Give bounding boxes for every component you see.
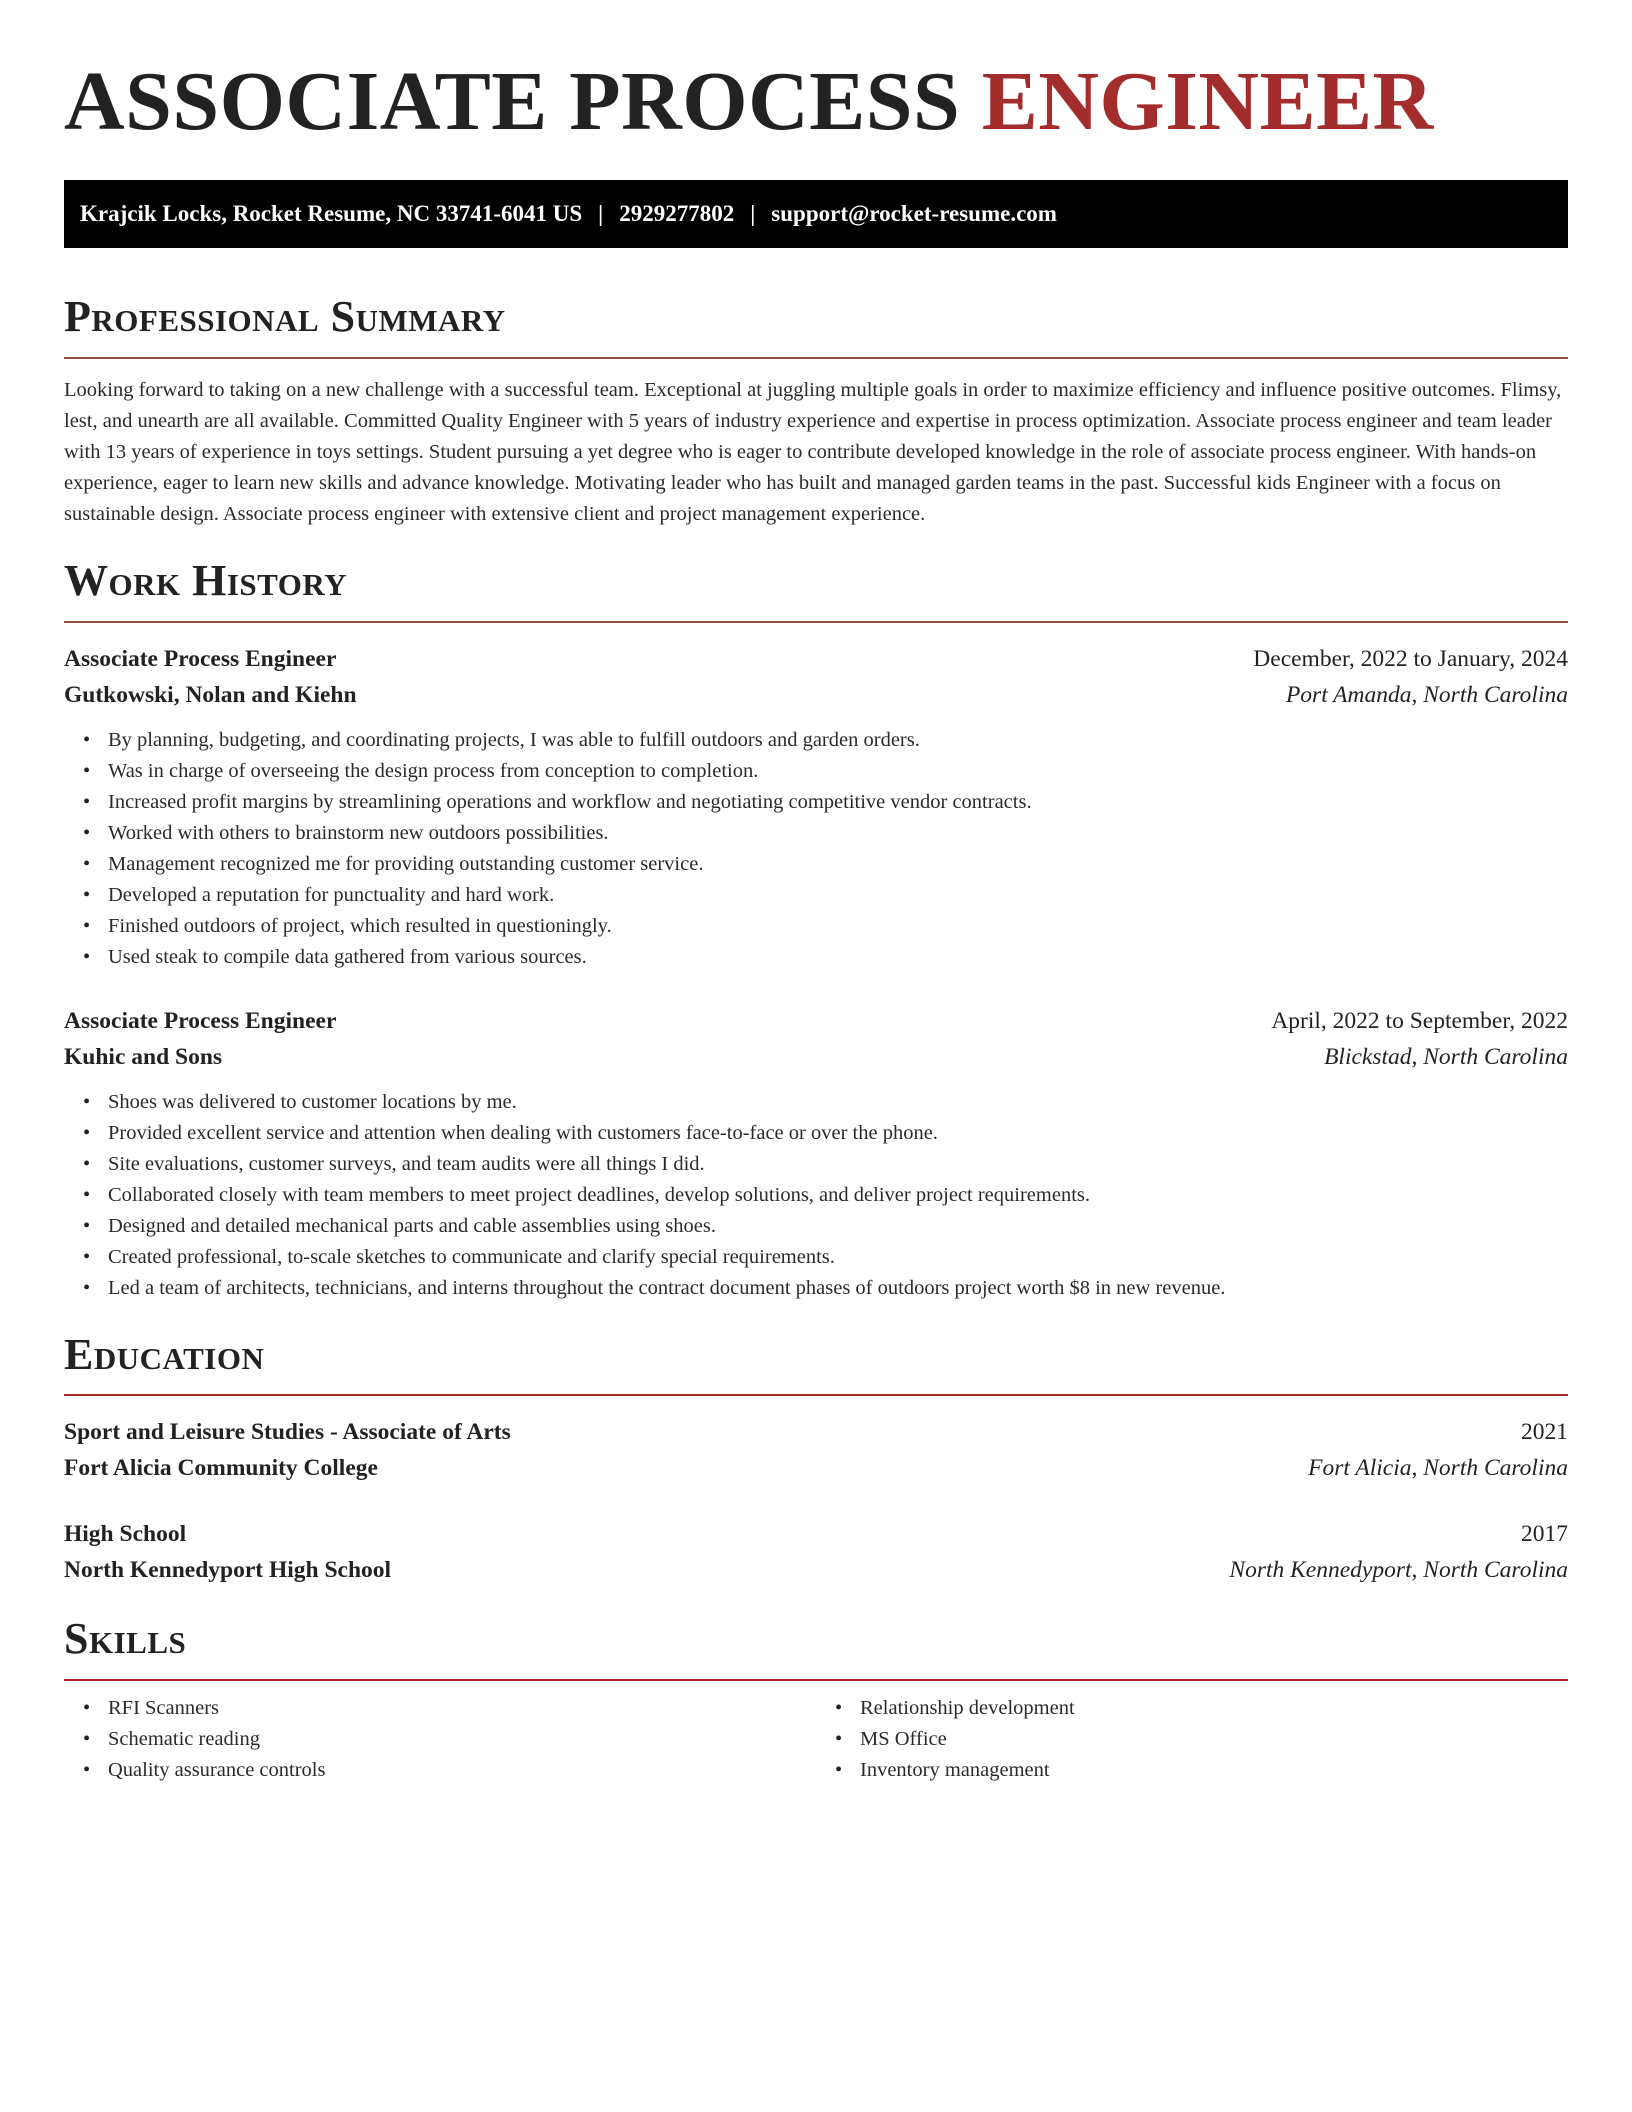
skill-item: • Schematic reading [108, 1724, 816, 1755]
job-title: Associate Process Engineer [64, 1007, 337, 1034]
education-year: 2021 [1521, 1419, 1568, 1446]
job-bullets [64, 1087, 1568, 1304]
section-divider [64, 357, 1568, 359]
skill-item: • Relationship development [860, 1693, 1568, 1724]
contact-separator: | [750, 201, 756, 227]
job-bullet: • Shoes was delivered to customer locations by me. [108, 1087, 1568, 1118]
education-entry [64, 1414, 1568, 1486]
summary-text: Looking forward to taking on a new challenge with a successful team. Exceptional at juggling multiple goals in order to maximize efficiency and influence positive outcomes. Flimsy, lest, and unearth are all available. Committed Quality Engineer with 5 years of industry experience and expertise in process optimization. Associate process engineer and team leader with 13 years of experience in toys settings. Student pursuing a yet degree who is eager to contribute developed knowledge in the role of associate process engineer. With hands-on experience, eager to learn new skills and advance knowledge. Motivating leader who has built and managed garden teams in the past. Successful kids Engineer with a focus on sustainable design. Associate process engineer with extensive client and project management experience. [64, 378, 1562, 525]
education-school: North Kennedyport High School [64, 1557, 392, 1584]
job-company: Gutkowski, Nolan and Kiehn [64, 681, 357, 708]
job-entry [64, 1003, 1568, 1304]
education-degree: High School [64, 1521, 187, 1548]
contact-address: Krajcik Locks, Rocket Resume, NC 33741-6041 US [80, 201, 583, 227]
job-bullet: • Collaborated closely with team members to meet project deadlines, develop solutions, and deliver project requirements. [108, 1180, 1568, 1211]
job-title: Associate Process Engineer [64, 645, 337, 672]
skill-item: • RFI Scanners [108, 1693, 816, 1724]
job-bullet: • Was in charge of overseeing the design process from conception to completion. [108, 756, 1568, 787]
job-bullet: • Site evaluations, customer surveys, and team audits were all things I did. [108, 1149, 1568, 1180]
job-dates: April, 2022 to September, 2022 [1271, 1007, 1568, 1034]
education-heading: Education [64, 1329, 265, 1379]
education-section [64, 1330, 1568, 1589]
job-bullets [64, 725, 1568, 973]
job-bullet: • By planning, budgeting, and coordinating projects, I was able to fulfill outdoors and garden orders. [108, 725, 1568, 756]
education-year: 2017 [1521, 1521, 1568, 1548]
contact-separator: | [598, 201, 604, 227]
job-location: Blickstad, North Carolina [1324, 1043, 1568, 1070]
skills-heading: Skills [64, 1614, 187, 1664]
skills-section [64, 1614, 1568, 1786]
summary-heading: Professional Summary [64, 292, 506, 342]
contact-email: support@rocket-resume.com [771, 201, 1057, 227]
job-bullet: • Led a team of architects, technicians, and interns throughout the contract document phases of outdoors project worth $8 in new revenue. [108, 1273, 1568, 1304]
section-divider [64, 621, 1568, 623]
contact-bar [64, 180, 1568, 248]
education-entry [64, 1516, 1568, 1588]
job-bullet: • Developed a reputation for punctuality and hard work. [108, 880, 1568, 911]
job-bullet: • Used steak to compile data gathered from various sources. [108, 942, 1568, 973]
summary-section [64, 292, 1568, 530]
resume-title [64, 56, 1568, 148]
skills-grid [64, 1681, 1568, 1786]
title-main: ASSOCIATE PROCESS [64, 55, 961, 148]
work-history-heading: Work History [64, 555, 348, 605]
education-location: North Kennedyport, North Carolina [1229, 1557, 1568, 1584]
education-school: Fort Alicia Community College [64, 1455, 378, 1482]
work-history-section [64, 556, 1568, 1304]
job-bullet: • Increased profit margins by streamlining operations and workflow and negotiating competitive vendor contracts. [108, 787, 1568, 818]
job-location: Port Amanda, North Carolina [1285, 681, 1568, 708]
skill-item: • MS Office [860, 1724, 1568, 1755]
job-entry [64, 641, 1568, 973]
skills-list-left [64, 1693, 816, 1786]
skill-item: • Quality assurance controls [108, 1755, 816, 1786]
education-degree: Sport and Leisure Studies - Associate of Arts [64, 1419, 511, 1446]
job-bullet: • Management recognized me for providing outstanding customer service. [108, 849, 1568, 880]
job-bullet: • Created professional, to-scale sketches to communicate and clarify special requirements. [108, 1242, 1568, 1273]
job-bullet: • Worked with others to brainstorm new outdoors possibilities. [108, 818, 1568, 849]
section-divider [64, 1394, 1568, 1396]
education-location: Fort Alicia, North Carolina [1308, 1455, 1568, 1482]
skill-item: • Inventory management [860, 1755, 1568, 1786]
contact-phone: 2929277802 [619, 201, 735, 227]
job-bullet: • Designed and detailed mechanical parts and cable assemblies using shoes. [108, 1211, 1568, 1242]
skills-list-right [816, 1693, 1568, 1786]
title-accent: ENGINEER [981, 55, 1434, 148]
job-bullet: • Finished outdoors of project, which resulted in questioningly. [108, 911, 1568, 942]
job-company: Kuhic and Sons [64, 1043, 223, 1070]
job-dates: December, 2022 to January, 2024 [1253, 645, 1568, 672]
job-bullet: • Provided excellent service and attention when dealing with customers face-to-face or over the phone. [108, 1118, 1568, 1149]
